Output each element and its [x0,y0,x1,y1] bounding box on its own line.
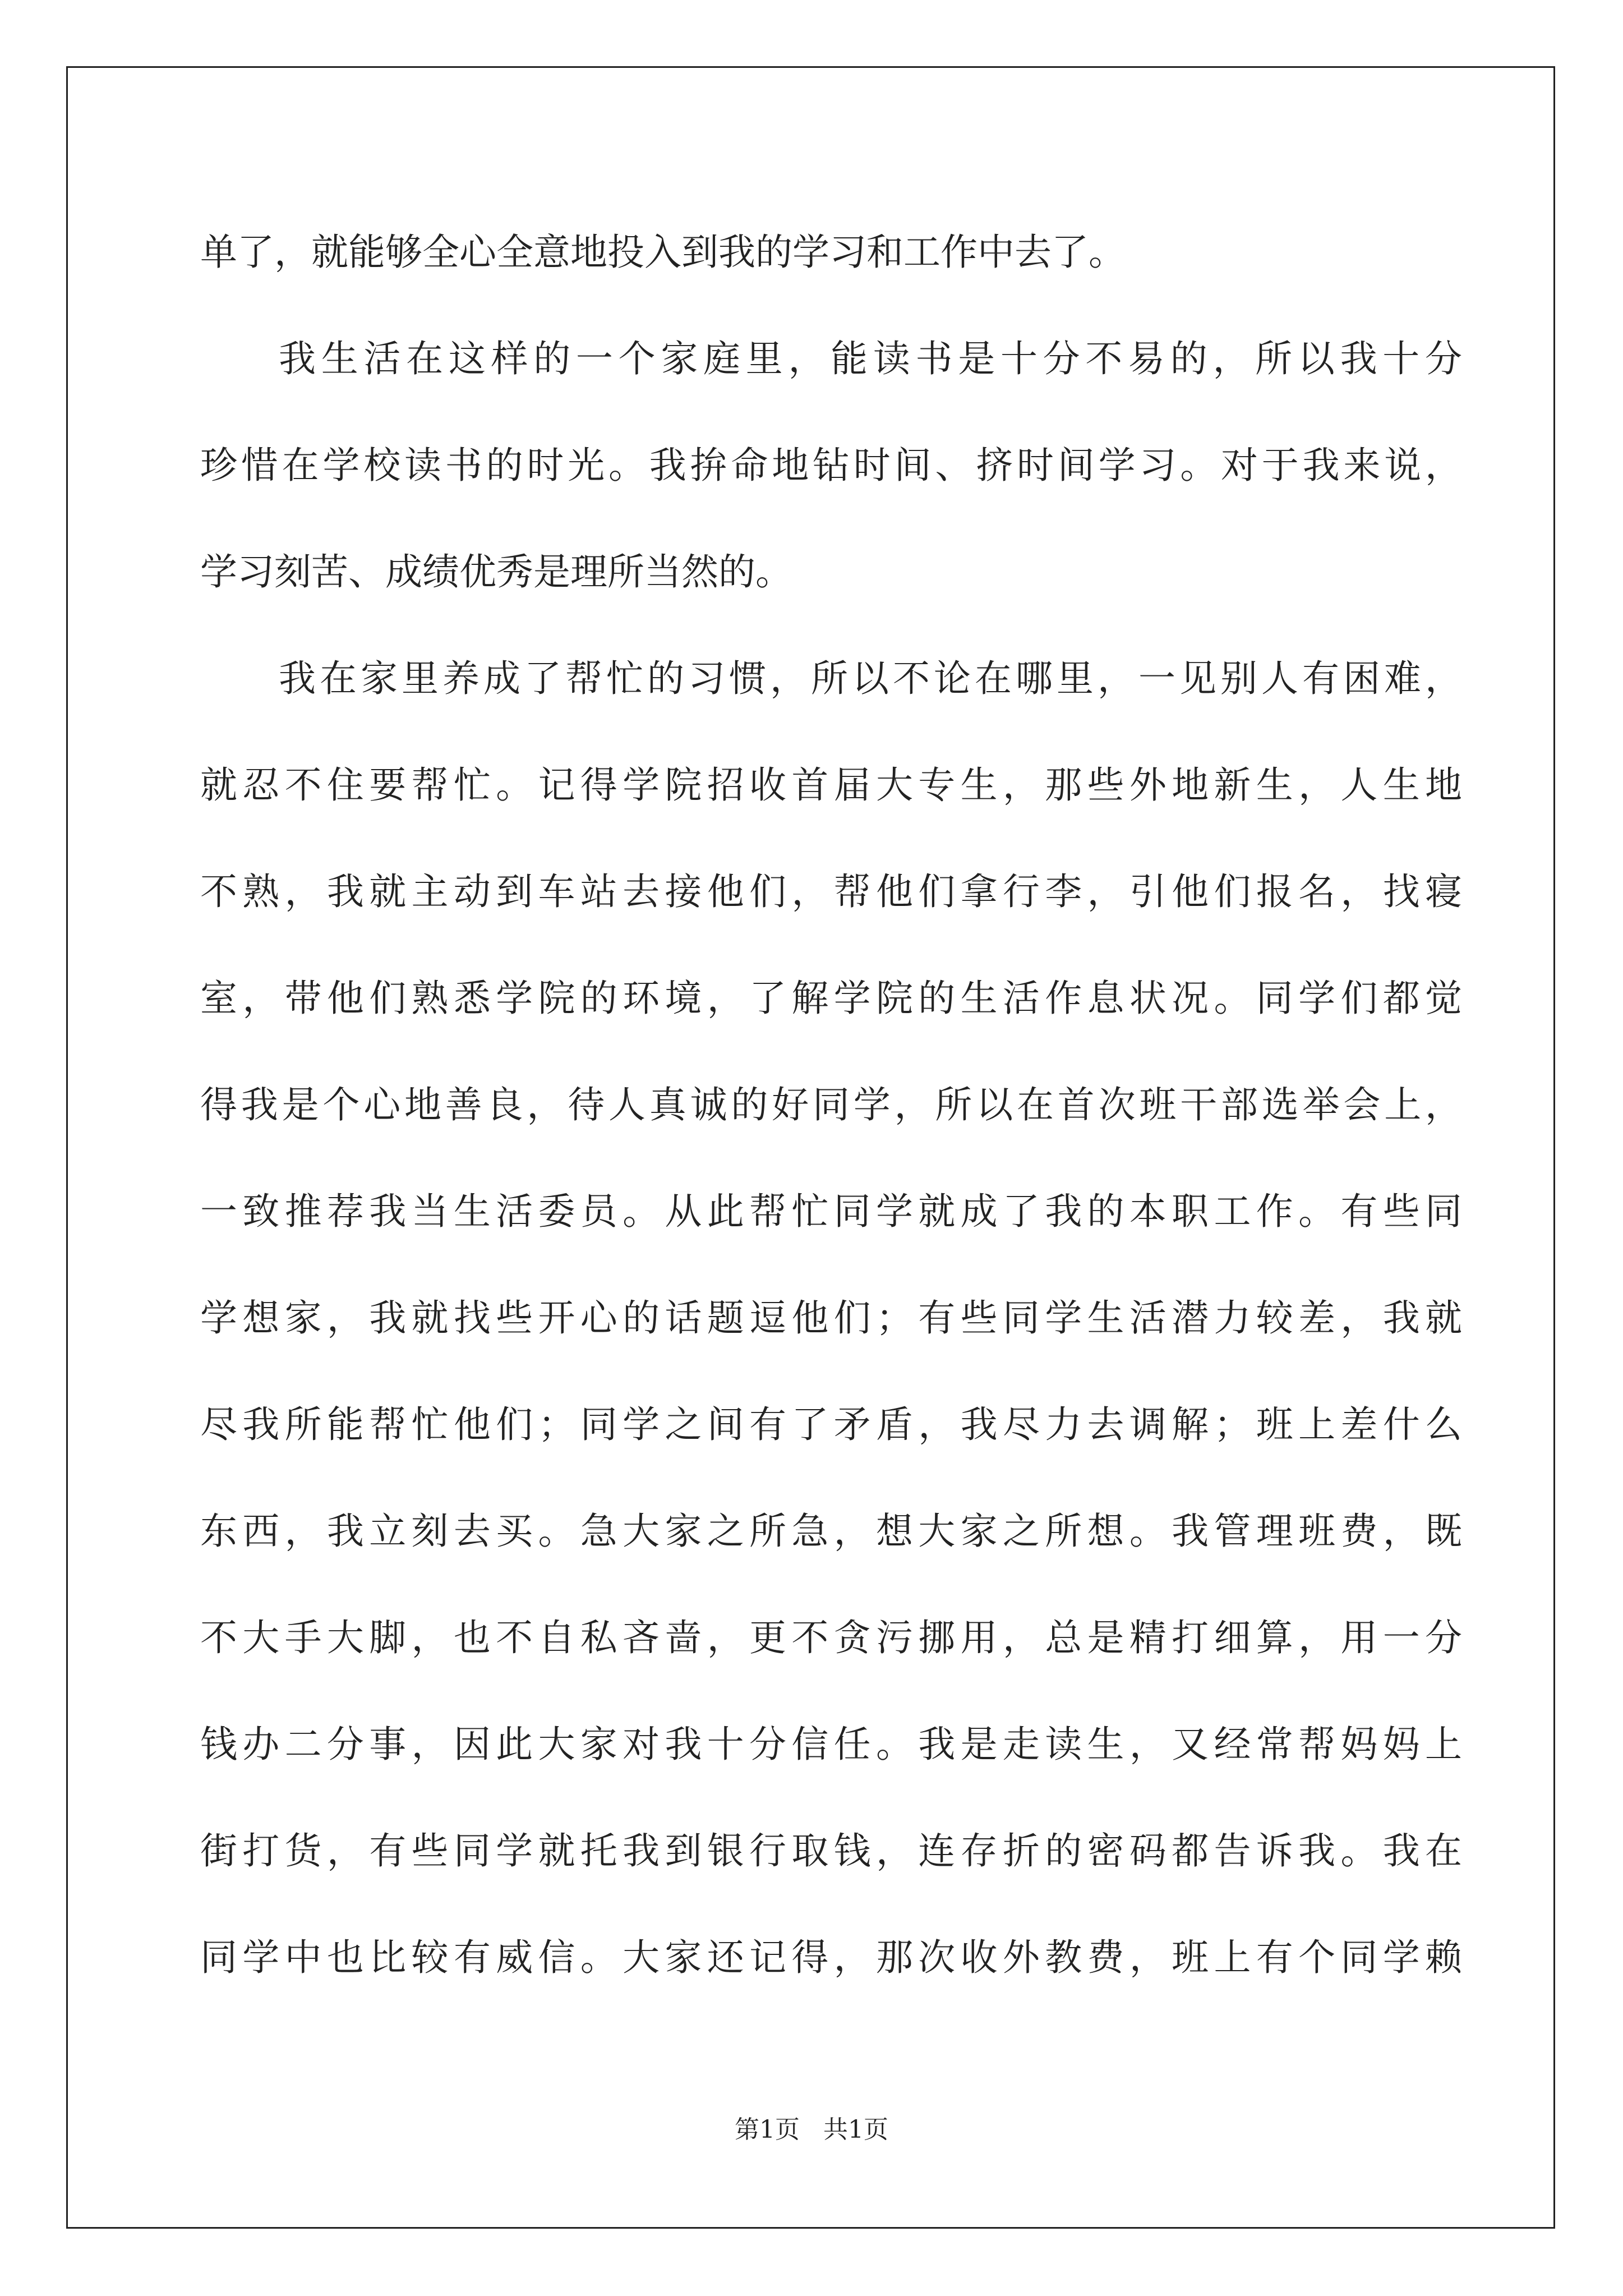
text-line: 学习刻苦、成绩优秀是理所当然的。 [200,550,792,593]
page-number: 第1页 [735,2115,800,2144]
text-line: 一致推荐我当生活委员。从此帮忙同学就成了我的本职工作。有些同 [200,1190,1462,1233]
text-line: 就忍不住要帮忙。记得学院招收首届大专生，那些外地新生，人生地 [200,763,1462,807]
document-body [200,199,1462,2011]
text-line: 不大手大脚，也不自私吝啬，更不贪污挪用，总是精打细算，用一分 [200,1616,1462,1659]
text-line: 钱办二分事，因此大家对我十分信任。我是走读生，又经常帮妈妈上 [200,1723,1462,1766]
text-line: 街打货，有些同学就托我到银行取钱，连存折的密码都告诉我。我在 [200,1829,1462,1872]
text-line: 珍惜在学校读书的时光。我拚命地钻时间、挤时间学习。对于我来说， [200,444,1462,487]
page-total: 共1页 [823,2115,888,2144]
text-line: 室，带他们熟悉学院的环境，了解学院的生活作息状况。同学们都觉 [200,977,1462,1020]
text-line: 学想家，我就找些开心的话题逗他们；有些同学生活潜力较差，我就 [200,1296,1462,1340]
text-line: 得我是个心地善良，待人真诚的好同学，所以在首次班干部选举会上， [200,1083,1462,1126]
text-line: 不熟，我就主动到车站去接他们，帮他们拿行李，引他们报名，找寝 [200,870,1462,913]
text-line: 尽我所能帮忙他们；同学之间有了矛盾，我尽力去调解；班上差什么 [200,1403,1462,1446]
text-line: 我在家里养成了帮忙的习惯，所以不论在哪里，一见别人有困难， [279,657,1462,700]
text-line: 我生活在这样的一个家庭里，能读书是十分不易的，所以我十分 [279,337,1462,380]
page-footer [0,2109,1623,2145]
text-line: 同学中也比较有威信。大家还记得，那次收外教费，班上有个同学赖 [200,1936,1462,1979]
text-line: 单了，就能够全心全意地投入到我的学习和工作中去了。 [200,231,1126,274]
text-line: 东西，我立刻去买。急大家之所急，想大家之所想。我管理班费，既 [200,1510,1462,1553]
